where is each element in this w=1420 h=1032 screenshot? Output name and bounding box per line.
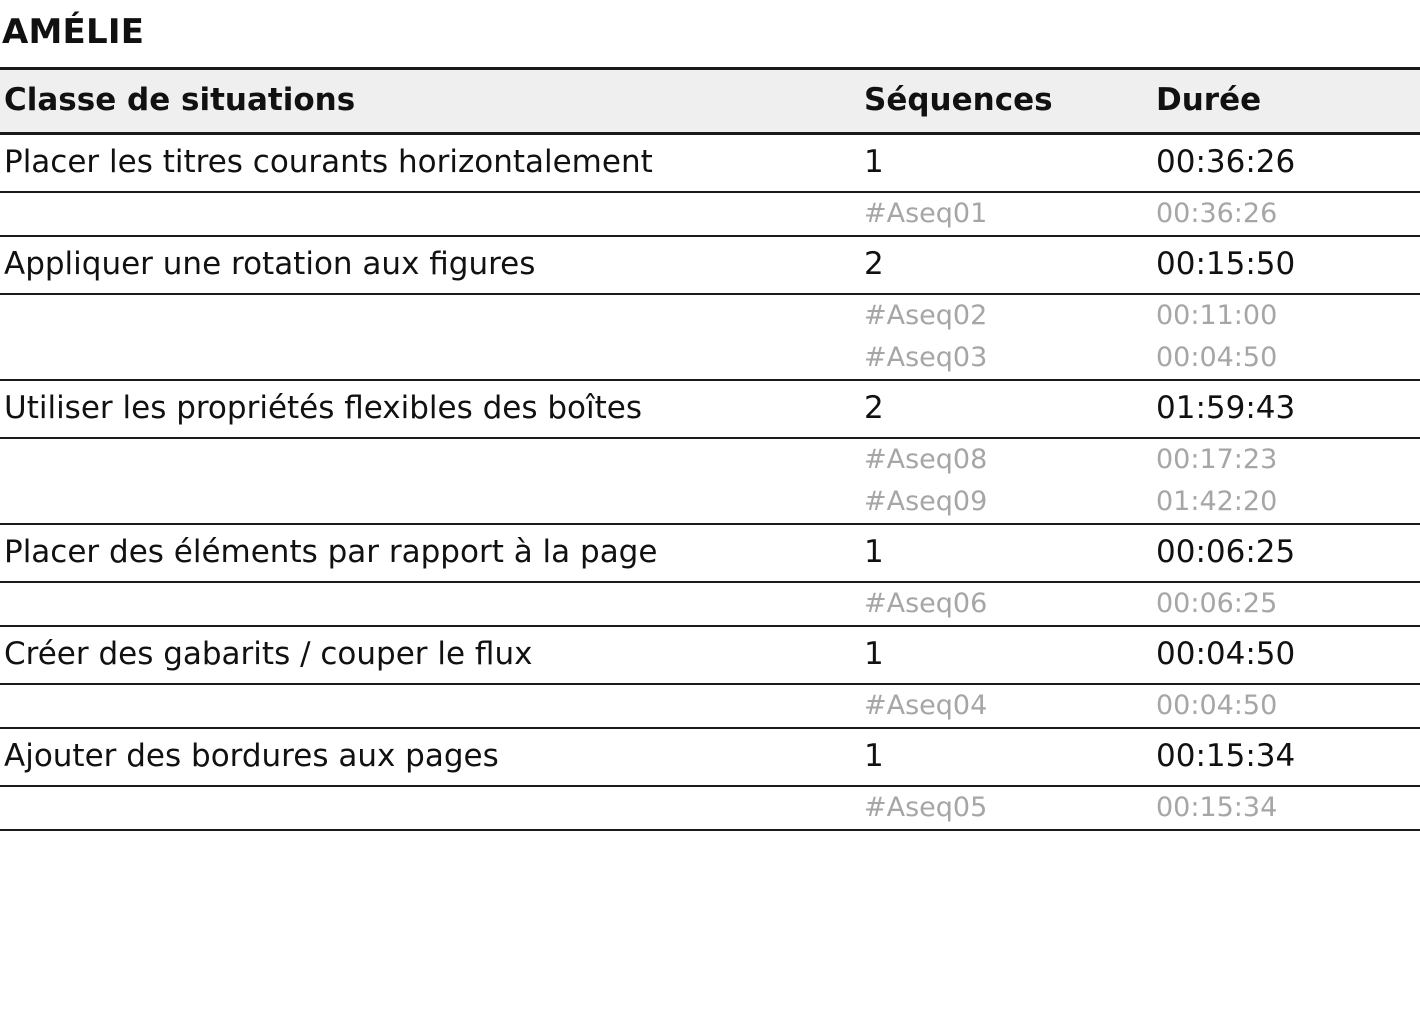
column-header-duree: Durée [1148, 69, 1420, 134]
table-row-sequence [0, 582, 1420, 626]
class-name-cell: Placer des éléments par rapport à la page [0, 524, 858, 582]
sequence-spacer-cell [0, 438, 858, 481]
sequence-spacer-cell [0, 192, 858, 236]
column-header-sequences: Séquences [858, 69, 1148, 134]
sequence-duration-cell: 00:04:50 [1148, 684, 1420, 728]
sequence-id-cell: #Aseq03 [858, 337, 1148, 380]
class-duration-cell: 00:15:34 [1148, 728, 1420, 786]
class-name-cell: Utiliser les propriétés flexibles des boîtes [0, 380, 858, 438]
sequence-duration-cell: 00:11:00 [1156, 300, 1278, 332]
page-title: AMÉLIE [2, 12, 145, 52]
sequence-duration-cell: 00:04:50 [1148, 337, 1420, 380]
table-row-class [0, 134, 1420, 193]
table-row-class [0, 626, 1420, 684]
class-name-cell: Appliquer une rotation aux figures [0, 236, 858, 294]
class-sequences-cell: 1 [858, 524, 1148, 582]
class-sequences-cell: 1 [858, 728, 1148, 786]
sequence-id-cell: #Aseq08 [864, 444, 988, 476]
table-header-row [0, 69, 1420, 134]
sequence-spacer-cell [0, 684, 858, 728]
class-name-cell: Ajouter des bordures aux pages [0, 728, 858, 786]
table-row-class [0, 728, 1420, 786]
class-duration-cell: 00:04:50 [1148, 626, 1420, 684]
sequence-spacer-cell [0, 481, 858, 524]
table-row-sequence [0, 192, 1420, 236]
table-row-class [0, 236, 1420, 294]
class-sequences-cell: 2 [858, 236, 1148, 294]
table-row-sequence [0, 786, 1420, 830]
table-row-sequence [0, 337, 1420, 380]
column-header-classe-de-situations: Classe de situations [0, 69, 858, 134]
sequence-spacer-cell [0, 294, 858, 337]
sequence-duration-cell: 00:36:26 [1148, 192, 1420, 236]
table-row-class [0, 524, 1420, 582]
table-body [0, 134, 1420, 831]
class-name-cell: Créer des gabarits / couper le flux [0, 626, 858, 684]
class-duration-cell: 01:59:43 [1148, 380, 1420, 438]
sequence-id-cell: #Aseq02 [864, 300, 988, 332]
sequence-id-cell: #Aseq05 [858, 786, 1148, 830]
sequence-spacer-cell [0, 337, 858, 380]
class-name-cell: Placer les titres courants horizontalement [0, 134, 858, 193]
sequence-id-cell: #Aseq04 [858, 684, 1148, 728]
table-row-sequence [0, 294, 1420, 337]
sequence-duration-cell: 00:06:25 [1148, 582, 1420, 626]
table-row-sequence [0, 684, 1420, 728]
sequence-spacer-cell [0, 582, 858, 626]
sequence-id-cell: #Aseq06 [858, 582, 1148, 626]
situations-table [0, 67, 1420, 831]
sequence-id-cell: #Aseq09 [858, 481, 1148, 524]
table-header [0, 69, 1420, 134]
sequence-duration-cell: 01:42:20 [1148, 481, 1420, 524]
class-duration-cell: 00:36:26 [1148, 134, 1420, 193]
class-sequences-cell: 1 [858, 134, 1148, 193]
class-duration-cell: 00:15:50 [1148, 236, 1420, 294]
table-row-sequence [0, 438, 1420, 481]
sequence-id-cell: #Aseq01 [858, 192, 1148, 236]
table-row-class [0, 380, 1420, 438]
table-row-sequence [0, 481, 1420, 524]
sequence-duration-cell: 00:15:34 [1148, 786, 1420, 830]
class-sequences-cell: 1 [858, 626, 1148, 684]
sequence-spacer-cell [0, 786, 858, 830]
class-duration-cell: 00:06:25 [1148, 524, 1420, 582]
sequence-duration-cell: 00:17:23 [1156, 444, 1278, 476]
class-sequences-cell: 2 [858, 380, 1148, 438]
